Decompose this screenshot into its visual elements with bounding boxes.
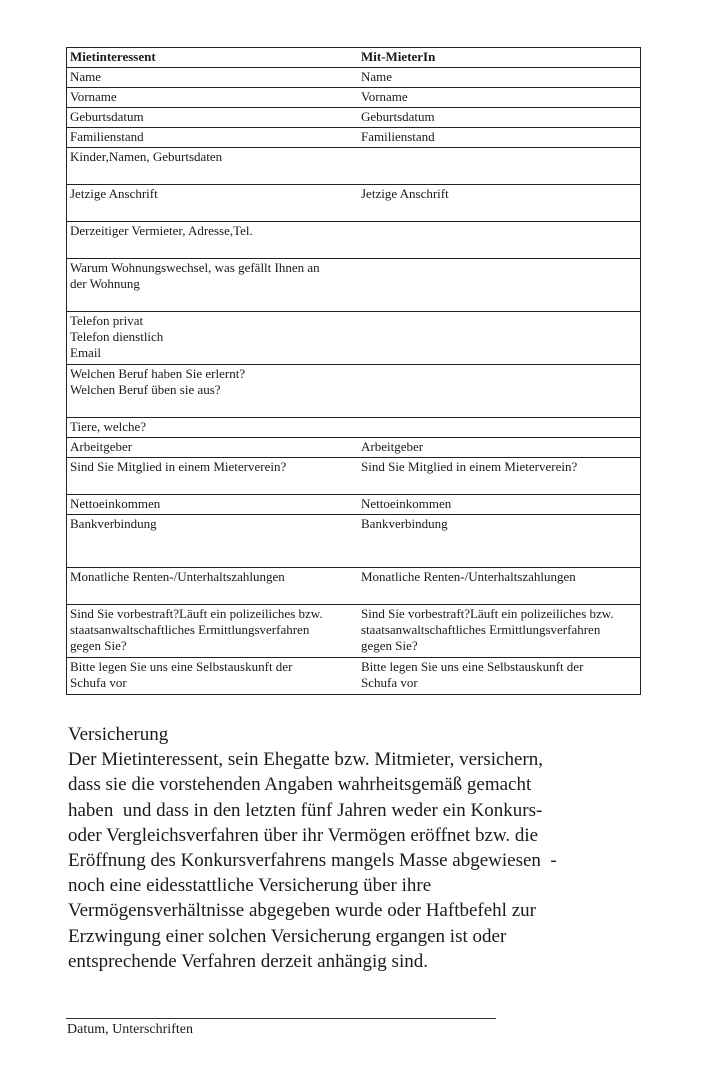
table-row: [67, 68, 641, 88]
field-label: staatsanwaltschaftliches Ermittlungsverfahren: [70, 622, 310, 637]
mit-mieterin-field[interactable]: [358, 605, 641, 658]
versicherung-line: entsprechende Verfahren derzeit anhängig sind.: [68, 950, 428, 972]
table-row: [67, 495, 641, 515]
table-row: [67, 605, 641, 658]
table-row: [67, 438, 641, 458]
field-label: Arbeitgeber: [361, 439, 424, 454]
field-label: staatsanwaltschaftliches Ermittlungsverfahren: [361, 622, 601, 637]
signature-label: Datum, Unterschriften: [67, 1022, 193, 1037]
field-label: gegen Sie?: [70, 638, 127, 653]
mit-mieterin-field[interactable]: [358, 68, 641, 88]
mit-mieterin-field[interactable]: [358, 568, 641, 605]
field-label: Sind Sie Mitglied in einem Mieterverein?: [70, 459, 287, 474]
mietinteressent-field[interactable]: [67, 495, 359, 515]
field-label: Vorname: [70, 89, 117, 104]
table-body: [67, 68, 641, 695]
mietinteressent-field[interactable]: [67, 128, 359, 148]
mit-mieterin-field[interactable]: [358, 88, 641, 108]
field-label: Telefon privat: [70, 313, 144, 328]
header-mietinteressent: Mietinteressent: [67, 48, 359, 68]
header-mit-mieterin: Mit-MieterIn: [358, 48, 641, 68]
field-label: Geburtsdatum: [361, 109, 435, 124]
field-label: Schufa vor: [361, 675, 418, 690]
field-label: Sind Sie vorbestraft?Läuft ein polizeiliches bzw.: [361, 606, 614, 621]
field-label: Derzeitiger Vermieter, Adresse,Tel.: [70, 223, 253, 238]
versicherung-line: noch eine eidesstattliche Versicherung über ihre: [68, 875, 432, 897]
mietinteressent-field[interactable]: [67, 222, 359, 259]
mietinteressent-field[interactable]: [67, 515, 359, 568]
field-label: Tiere, welche?: [70, 419, 147, 434]
field-label: Vorname: [361, 89, 408, 104]
mit-mieterin-field[interactable]: [358, 515, 641, 568]
versicherung-line: Erzwingung einer solchen Versicherung ergangen ist oder: [68, 925, 507, 947]
mietinteressent-field[interactable]: [67, 418, 359, 438]
field-label: Bankverbindung: [361, 516, 448, 531]
field-label: Kinder,Namen, Geburtsdaten: [70, 149, 223, 164]
table-header-row: [67, 48, 641, 68]
versicherung-section: [68, 722, 628, 974]
field-label: Welchen Beruf üben sie aus?: [70, 382, 221, 397]
table-row: [67, 312, 641, 365]
versicherung-line: dass sie die vorstehenden Angaben wahrheitsgemäß gemacht: [68, 774, 532, 796]
field-label: Sind Sie vorbestraft?Läuft ein polizeiliches bzw.: [70, 606, 323, 621]
table-row: [67, 568, 641, 605]
table-row: [67, 515, 641, 568]
mit-mieterin-field[interactable]: [358, 128, 641, 148]
table-row: [67, 128, 641, 148]
table-row: [67, 185, 641, 222]
table-row: [67, 88, 641, 108]
versicherung-line: Der Mietinteressent, sein Ehegatte bzw. Mitmieter, versichern,: [68, 749, 543, 771]
mietinteressent-field[interactable]: [67, 68, 359, 88]
field-label: Welchen Beruf haben Sie erlernt?: [70, 366, 246, 381]
tenant-application-table: [66, 47, 641, 695]
versicherung-line: haben und dass in den letzten fünf Jahren weder ein Konkurs-: [68, 799, 543, 821]
mietinteressent-field[interactable]: [67, 108, 359, 128]
versicherung-line: Vermögensverhältnisse abgegeben wurde oder Haftbefehl zur: [68, 900, 536, 922]
field-label: Email: [70, 345, 102, 360]
field-label: Name: [70, 69, 102, 84]
field-label: gegen Sie?: [361, 638, 418, 653]
mietinteressent-field[interactable]: [67, 365, 359, 418]
field-label: der Wohnung: [70, 276, 140, 291]
table-row: [67, 222, 641, 259]
mit-mieterin-field[interactable]: [358, 185, 641, 222]
field-label: Nettoeinkommen: [70, 496, 161, 511]
mietinteressent-field[interactable]: [67, 438, 359, 458]
field-label: Geburtsdatum: [70, 109, 144, 124]
mietinteressent-field[interactable]: [67, 605, 359, 658]
table-row: [67, 365, 641, 418]
mit-mieterin-field[interactable]: [358, 495, 641, 515]
mit-mieterin-field[interactable]: [358, 259, 641, 312]
table-row: [67, 148, 641, 185]
field-label: Arbeitgeber: [70, 439, 133, 454]
field-label: Warum Wohnungswechsel, was gefällt Ihnen an: [70, 260, 320, 275]
table-row: [67, 418, 641, 438]
field-label: Familienstand: [361, 129, 435, 144]
field-label: Sind Sie Mitglied in einem Mieterverein?: [361, 459, 578, 474]
mit-mieterin-field[interactable]: [358, 148, 641, 185]
mietinteressent-field[interactable]: [67, 259, 359, 312]
field-label: Telefon dienstlich: [70, 329, 164, 344]
field-label: Name: [361, 69, 393, 84]
field-label: Nettoeinkommen: [361, 496, 452, 511]
field-label: Schufa vor: [70, 675, 127, 690]
field-label: Bitte legen Sie uns eine Selbstauskunft der: [70, 659, 293, 674]
table-row: [67, 259, 641, 312]
mit-mieterin-field[interactable]: [358, 658, 641, 695]
mit-mieterin-field[interactable]: [358, 418, 641, 438]
mit-mieterin-field[interactable]: [358, 458, 641, 495]
table-row: [67, 458, 641, 495]
signature-line[interactable]: [66, 1018, 496, 1019]
field-label: Bankverbindung: [70, 516, 157, 531]
mietinteressent-field[interactable]: [67, 312, 359, 365]
field-label: Bitte legen Sie uns eine Selbstauskunft der: [361, 659, 584, 674]
field-label: Monatliche Renten-/Unterhaltszahlungen: [70, 569, 285, 584]
field-label: Jetzige Anschrift: [361, 186, 449, 201]
versicherung-line: Eröffnung des Konkursverfahrens mangels Masse abgewiesen -: [68, 850, 557, 872]
mietinteressent-field[interactable]: [67, 148, 359, 185]
versicherung-line: oder Vergleichsverfahren über ihr Vermögen eröffnet bzw. die: [68, 824, 539, 846]
field-label: Familienstand: [70, 129, 144, 144]
mit-mieterin-field[interactable]: [358, 365, 641, 418]
mietinteressent-field[interactable]: [67, 658, 359, 695]
table-row: [67, 108, 641, 128]
mietinteressent-field[interactable]: [67, 88, 359, 108]
mit-mieterin-field[interactable]: [358, 108, 641, 128]
table-row: [67, 658, 641, 695]
versicherung-title: Versicherung: [68, 724, 169, 745]
mietinteressent-field[interactable]: [67, 458, 359, 495]
mit-mieterin-field[interactable]: [358, 438, 641, 458]
versicherung-text: [68, 747, 628, 974]
mietinteressent-field[interactable]: [67, 568, 359, 605]
field-label: Jetzige Anschrift: [70, 186, 158, 201]
field-label: Monatliche Renten-/Unterhaltszahlungen: [361, 569, 576, 584]
mit-mieterin-field[interactable]: [358, 222, 641, 259]
mit-mieterin-field[interactable]: [358, 312, 641, 365]
mietinteressent-field[interactable]: [67, 185, 359, 222]
